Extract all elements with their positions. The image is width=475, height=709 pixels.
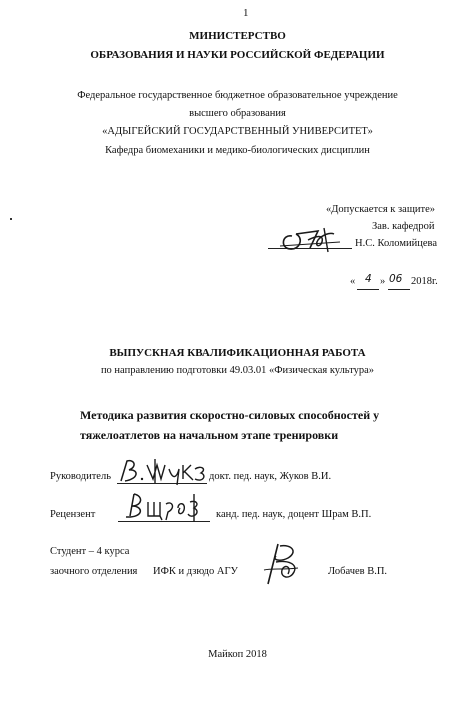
student-institute: ИФК и дзюдо АГУ: [153, 566, 238, 577]
work-direction: по направлению подготовки 49.03.01 «Физическая культура»: [100, 365, 375, 376]
admitted-label: «Допускается к защите»: [326, 204, 436, 215]
scan-dot: [10, 218, 12, 220]
work-type: ВЫПУСКНАЯ КВАЛИФИКАЦИОННАЯ РАБОТА: [109, 347, 366, 359]
city-year: Майкоп 2018: [208, 649, 267, 660]
student-course: Студент – 4 курса: [50, 546, 130, 557]
department-name: Кафедра биомеханики и медико-биологических дисциплин: [105, 145, 370, 156]
supervisor-info: докт. пед. наук, Жуков В.И.: [209, 471, 332, 482]
date-open-quote: «: [350, 276, 356, 287]
ministry-line1: МИНИСТЕРСТВО: [189, 30, 286, 42]
reviewer-info: канд. пед. наук, доцент Шрам В.П.: [216, 509, 372, 520]
head-signature-image: [278, 222, 346, 256]
head-name: Н.С. Коломийцева: [355, 238, 437, 249]
date-year: 2018г.: [411, 276, 438, 287]
reviewer-signature-image: [120, 490, 206, 524]
page-number: 1: [243, 7, 249, 19]
university-name: «АДЫГЕЙСКИЙ ГОСУДАРСТВЕННЫЙ УНИВЕРСИТЕТ»: [102, 126, 373, 137]
supervisor-label: Руководитель: [50, 471, 111, 482]
head-title: Зав. кафедрой: [372, 221, 435, 232]
reviewer-label: Рецензент: [50, 509, 96, 520]
institution-type: Федеральное государственное бюджетное образовательное учреждение: [77, 90, 398, 101]
student-name: Лобачев В.П.: [328, 566, 388, 577]
education-level: высшего образования: [189, 108, 286, 119]
date-day-line: [357, 289, 379, 290]
date-month-line: [388, 289, 410, 290]
student-signature-image: [258, 540, 306, 588]
work-title-line1: Методика развития скоростно-силовых способностей у: [80, 408, 380, 422]
date-day: 4: [365, 273, 372, 285]
student-department: заочного отделения: [50, 566, 138, 577]
ministry-line2: ОБРАЗОВАНИЯ И НАУКИ РОССИЙСКОЙ ФЕДЕРАЦИИ: [90, 49, 385, 61]
date-month: 06: [389, 273, 403, 285]
date-close-quote: »: [380, 276, 386, 287]
supervisor-signature-image: [117, 455, 209, 487]
work-title-line2: тяжелоатлетов на начальном этапе тренировки: [80, 428, 339, 442]
